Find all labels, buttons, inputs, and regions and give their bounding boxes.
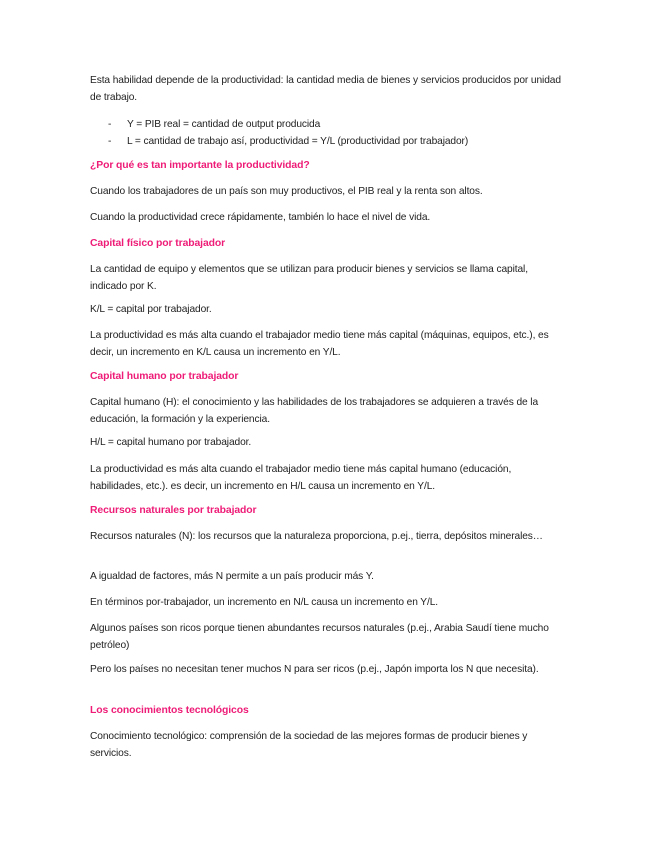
paragraph: La productividad es más alta cuando el trabajador medio tiene más capital humano (educación, habilidades, etc.). es decir, un incremento en H/L causa un incremento en Y/L.	[90, 464, 512, 492]
paragraph: La productividad es más alta cuando el trabajador medio tiene más capital (máquinas, equipos, etc.), es decir, un incremento en K/L causa un incremento en Y/L.	[90, 330, 549, 358]
section-heading-conocimientos: Los conocimientos tecnológicos	[90, 705, 249, 716]
paragraph: A igualdad de factores, más N permite a un país producir más Y.	[90, 571, 374, 582]
paragraph: Conocimiento tecnológico: comprensión de la sociedad de las mejores formas de producir bienes y servicios.	[90, 731, 528, 759]
paragraph: En términos por-trabajador, un incremento en N/L causa un incremento en Y/L.	[90, 597, 439, 608]
list-item: - L = cantidad de trabajo así, productividad = Y/L (productividad por trabajador)	[90, 134, 565, 151]
paragraph: Recursos naturales (N): los recursos que la naturaleza proporciona, p.ej., tierra, depósitos minerales…	[90, 531, 543, 542]
paragraph: La cantidad de equipo y elementos que se utilizan para producir bienes y servicios se llama capital, indicado por K.	[90, 264, 528, 292]
paragraph: Pero los países no necesitan tener muchos N para ser ricos (p.ej., Japón importa los N que necesita).	[90, 664, 539, 675]
paragraph: Capital humano (H): el conocimiento y las habilidades de los trabajadores se adquieren a través de la educación, la formación y la experiencia.	[90, 397, 539, 425]
paragraph: K/L = capital por trabajador.	[90, 304, 212, 315]
bullet-marker: -	[108, 135, 112, 147]
paragraph: Cuando la productividad crece rápidamente, también lo hace el nivel de vida.	[90, 212, 431, 223]
section-heading-capital-humano: Capital humano por trabajador	[90, 371, 239, 382]
bullet-list	[90, 117, 565, 150]
intro-paragraph: Esta habilidad depende de la productividad: la cantidad media de bienes y servicios producidos por unidad de trabajo.	[90, 75, 561, 103]
list-item: - Y = PIB real = cantidad de output producida	[90, 117, 565, 134]
paragraph: Cuando los trabajadores de un país son muy productivos, el PIB real y la renta son altos.	[90, 186, 483, 197]
paragraph: Algunos países son ricos porque tienen abundantes recursos naturales (p.ej., Arabia Saudí tiene mucho petróleo)	[90, 623, 549, 651]
section-heading-productividad: ¿Por qué es tan importante la productividad?	[90, 160, 310, 171]
section-heading-recursos-naturales: Recursos naturales por trabajador	[90, 505, 257, 516]
paragraph: H/L = capital humano por trabajador.	[90, 437, 252, 448]
section-heading-capital-fisico: Capital físico por trabajador	[90, 238, 226, 249]
bullet-marker: -	[108, 119, 112, 130]
